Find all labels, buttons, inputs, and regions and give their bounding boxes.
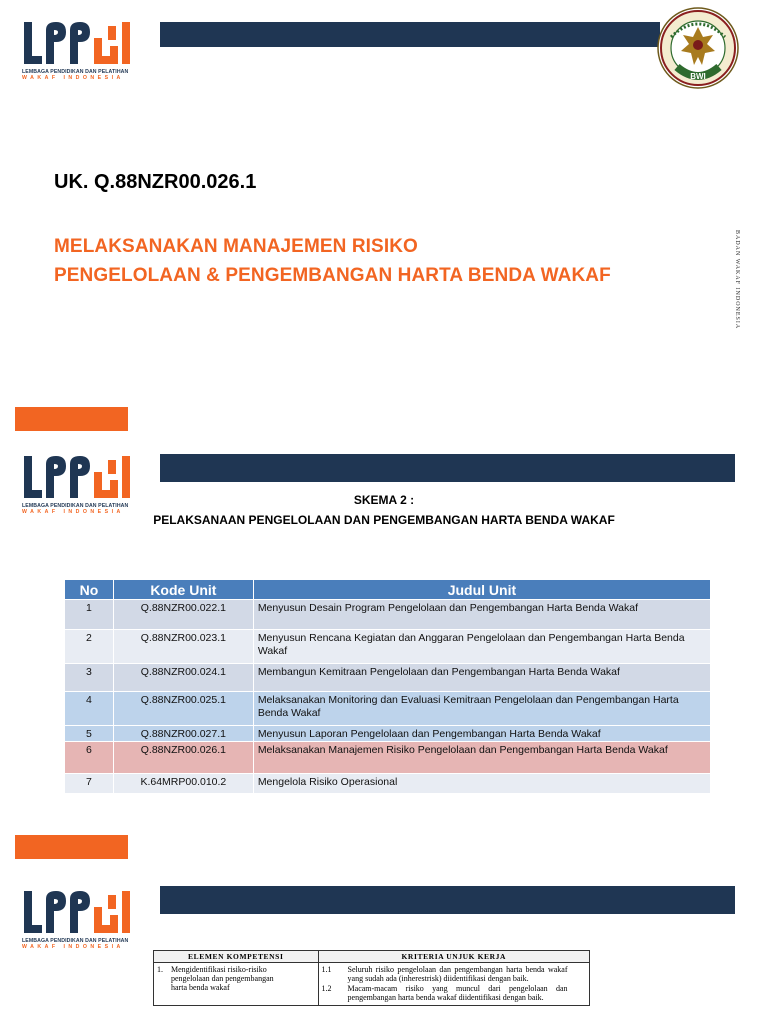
col-header-title: Judul Unit [253,580,710,600]
table-row: 2 Q.88NZR00.023.1 Menyusun Rencana Kegiatan dan Anggaran Pengelolaan dan Pengembangan Harta Benda Wakaf [65,630,711,664]
table-row: 1. Mengidentifikasi risiko-risiko pengelolaan dan pengembangan harta benda wakaf 1.1 Seluruh risiko pengelolaan dan pengembangan harta benda wakaf yang sudah ada (inherestrisk) diidentifikasi dengan baik. 1.2 Macam-macam risiko yang muncul dari pengelolaan dan pengembangan harta benda wakaf diidentifikasi dengan baik. [154,963,590,1006]
criteria-item: 1.2 Macam-macam risiko yang muncul dari pengelolaan dan pengembangan harta benda wakaf diidentifikasi dengan baik. [321,984,568,1002]
col-header-element: ELEMEN KOMPETENSI [154,951,319,963]
table-row-highlighted: 6 Q.88NZR00.026.1 Melaksanakan Manajemen Risiko Pengelolaan dan Pengembangan Harta Benda Wakaf [65,742,711,774]
lpp-logo-icon [22,889,137,937]
table-row: 3 Q.88NZR00.024.1 Membangun Kemitraan Pengelolaan dan Pengembangan Harta Benda Wakaf [65,664,711,692]
table-row: 4 Q.88NZR00.025.1 Melaksanakan Monitoring dan Evaluasi Kemitraan Pengelolaan dan Pengembangan Harta Benda Wakaf [65,692,711,726]
element-text: Mengidentifikasi risiko-risiko pengelolaan dan pengembangan harta benda wakaf [171,965,274,992]
table-header-row [65,580,711,600]
slide-title-line1: MELAKSANAKAN MANAJEMEN RISIKO [54,236,418,257]
table-row: 5 Q.88NZR00.027.1 Menyusun Laporan Pengelolaan dan Pengembangan Harta Benda Wakaf [65,726,711,742]
lpp-logo: LEMBAGA PENDIDIKAN DAN PELATIHAN WAKAF INDONESIA [22,889,137,950]
col-header-criteria: KRITERIA UNJUK KERJA [318,951,589,963]
table-row: 1 Q.88NZR00.022.1 Menyusun Desain Program Pengelolaan dan Pengembangan Harta Benda Wakaf [65,600,711,630]
unit-table [64,579,711,794]
slide-skema [0,407,768,825]
col-header-code: Kode Unit [113,580,253,600]
header-bar [160,22,660,47]
header-bar [160,886,735,914]
orange-tab [15,407,128,431]
header-bar [160,454,735,482]
col-header-no: No [65,580,114,600]
criteria-item: 1.1 Seluruh risiko pengelolaan dan pengembangan harta benda wakaf yang sudah ada (inherestrisk) diidentifikasi dengan baik. [321,965,568,983]
table-header-row [154,951,590,963]
lpp-logo: LEMBAGA PENDIDIKAN DAN PELATIHAN WAKAF INDONESIA [22,20,137,81]
slide-kuk [0,828,768,1024]
competency-table [153,950,590,1006]
side-vertical-text: BADAN WAKAF INDONESIA [734,230,740,330]
skema-heading: SKEMA 2 : [353,493,415,507]
skema-subheading: PELAKSANAAN PENGELOLAAN DAN PENGEMBANGAN HARTA BENDA WAKAF [153,513,615,527]
bwi-seal-icon [657,7,739,89]
slide-title [0,0,768,402]
seal-label: BWI [690,72,706,81]
orange-tab [15,835,128,859]
slide-title-line2: PENGELOLAAN & PENGEMBANGAN HARTA BENDA WAKAF [54,265,611,286]
lpp-logo: LEMBAGA PENDIDIKAN DAN PELATIHAN WAKAF INDONESIA [22,454,137,515]
lpp-logo-icon [22,20,137,68]
table-row: 7 K.64MRP00.010.2 Mengelola Risiko Operasional [65,774,711,794]
unit-code-title: UK. Q.88NZR00.026.1 [54,171,257,193]
